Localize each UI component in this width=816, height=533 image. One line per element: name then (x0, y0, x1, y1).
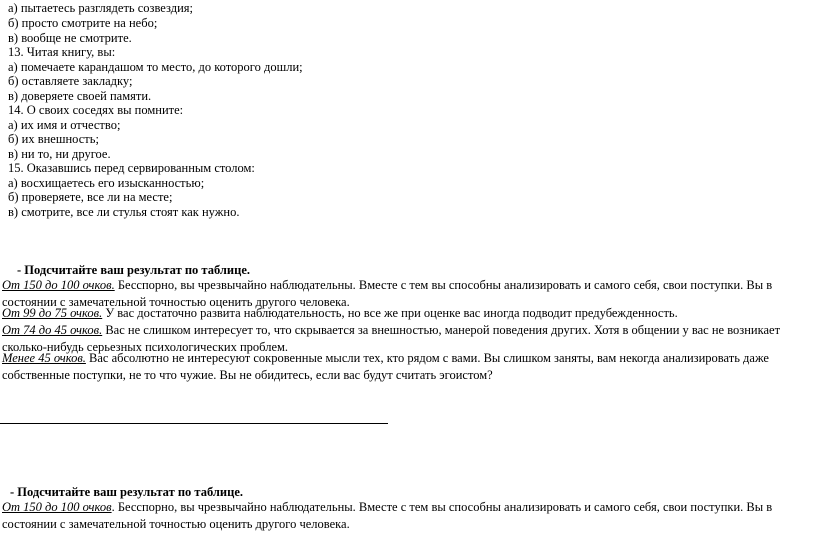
answer-line: б) оставляете закладку; (8, 74, 133, 88)
question-line: 15. Оказавшись перед сервированным столом: (8, 161, 255, 175)
result-range: От 150 до 100 очков. (2, 278, 115, 292)
result-text: Вас не слишком интересует то, что скрывается за внешностью, манерой поведения других. Хотя в общении у вас не возникает сколько-нибудь серьезных психологических проблем. (2, 323, 781, 354)
answer-line: б) проверяете, все ли на месте; (8, 190, 173, 204)
result-range: Менее 45 очков. (2, 351, 86, 365)
result-item (2, 305, 802, 322)
result-text: Вас абсолютно не интересуют сокровенные мысли тех, кто рядом с вами. Вы слишком заняты, вам некогда анализировать даже собственные поступки, не то что чужие. Вы не обидитесь, если вас будут считать эгоистом? (2, 351, 769, 382)
answer-line: в) вообще не смотрите. (8, 31, 132, 45)
question-line: 13. Читая книгу, вы: (8, 45, 116, 59)
answer-line: а) восхищаетесь его изысканностью; (8, 176, 205, 190)
horizontal-rule (0, 423, 388, 424)
answer-line: а) помечаете карандашом то место, до которого дошли; (8, 60, 303, 74)
answer-line: в) доверяете своей памяти. (8, 89, 152, 103)
result-item (2, 350, 802, 384)
answer-line: б) просто смотрите на небо; (8, 16, 158, 30)
question-line: 14. О своих соседях вы помните: (8, 103, 184, 117)
result-text: . Бесспорно, вы чрезвычайно наблюдательны. Вместе с тем вы способны анализировать и самого себя, свои поступки. Вы в состоянии с замечательной точностью оценить другого человека. (2, 500, 773, 531)
result-range: От 74 до 45 очков. (2, 323, 103, 337)
answer-line: в) ни то, ни другое. (8, 147, 111, 161)
result-range: От 99 до 75 очков. (2, 306, 103, 320)
result-range: От 150 до 100 очков (2, 500, 112, 514)
result-text: Бесспорно, вы чрезвычайно наблюдательны. Вместе с тем вы способны анализировать и самого себя, свои поступки. Вы в состоянии с замечательной точностью оценить другого человека. (2, 278, 773, 309)
answer-line: а) их имя и отчество; (8, 118, 121, 132)
result-text: У вас достаточно развита наблюдательность, но все же при оценке вас иногда подводит предубежденность. (102, 306, 678, 320)
result-item (2, 499, 802, 533)
answer-line: в) смотрите, все ли стулья стоят как нужно. (8, 205, 240, 219)
answer-line: а) пытаетесь разглядеть созвездия; (8, 1, 193, 15)
results-heading: - Подсчитайте ваш результат по таблице. (17, 263, 250, 277)
results-heading: - Подсчитайте ваш результат по таблице. (10, 485, 243, 499)
answer-line: б) их внешность; (8, 132, 99, 146)
